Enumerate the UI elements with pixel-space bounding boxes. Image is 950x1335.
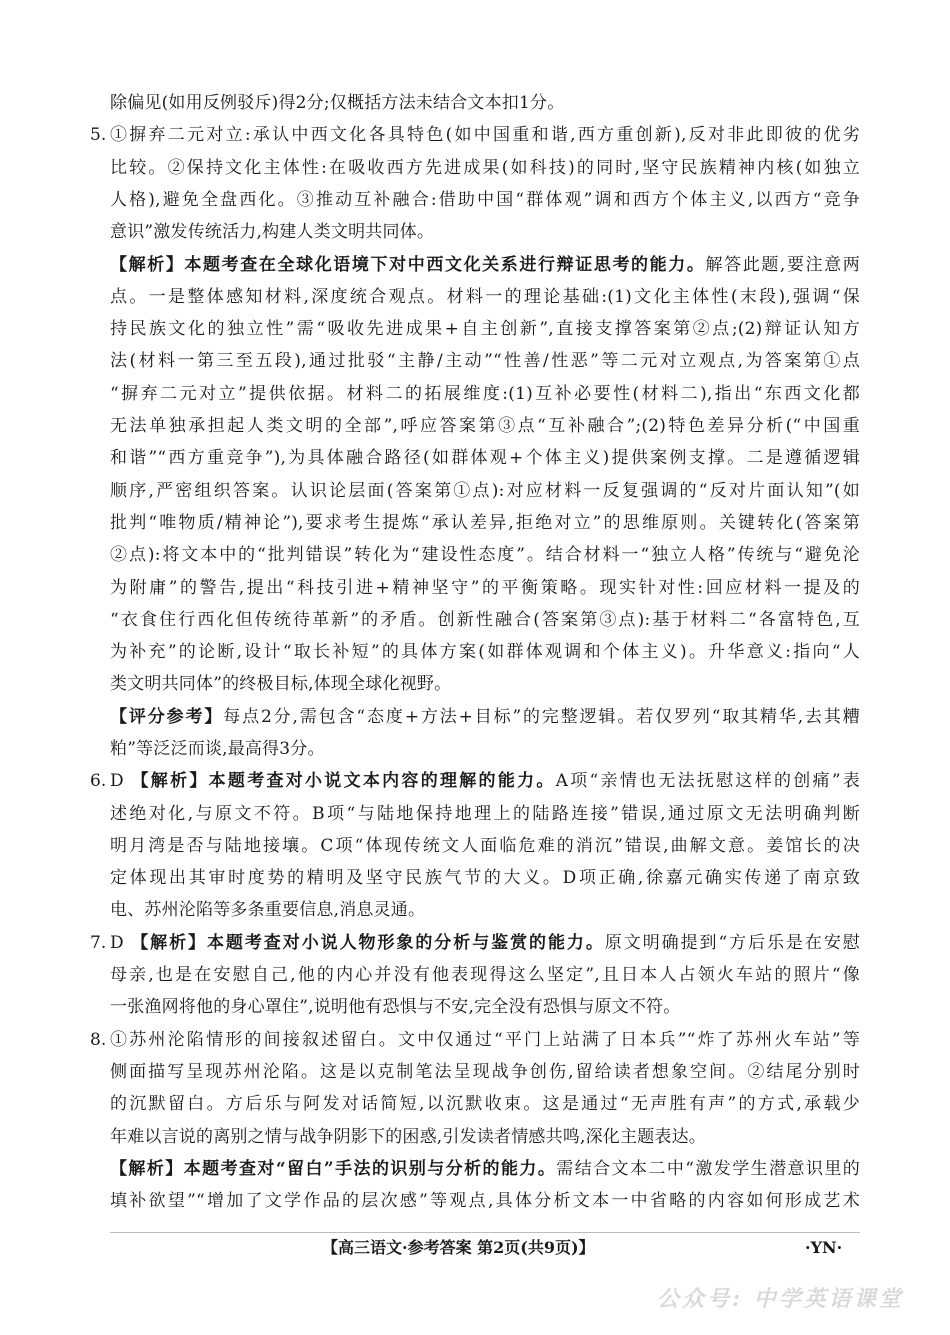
text-line bbox=[110, 1055, 860, 1089]
text-line bbox=[110, 603, 860, 637]
bold-heading-span: 【解析】本题考查对小说人物形象的分析与鉴赏的能力。 bbox=[131, 933, 605, 953]
question-number: 7. bbox=[90, 933, 107, 953]
text-span: D bbox=[110, 771, 132, 791]
text-span: 填补欲望”“增加了文学作品的层次感”等观点,具体分析文本一中省略的内容如何形成艺术 bbox=[110, 1191, 860, 1211]
footer-region-code: ·YN· bbox=[805, 1238, 843, 1257]
text-span: 法(材料一第三至五段),通过批驳“主静/主动”“性善/性恶”等二元对立观点,为答案第①点 bbox=[110, 351, 860, 371]
text-line bbox=[110, 764, 860, 798]
text-span: 除偏见(如用反例驳斥)得2分;仅概括方法未结合文本扣1分。 bbox=[110, 93, 565, 113]
text-line bbox=[110, 377, 860, 411]
text-span: 明月湾是否与陆地接壤。C项“体现传统文人面临危难的消沉”错误,曲解文意。姜馆长的决 bbox=[110, 836, 860, 856]
text-line bbox=[110, 312, 860, 346]
text-span: 每点2分,需包含“态度+方法+目标”的完整逻辑。若仅罗列“取其精华,去其糟 bbox=[223, 707, 860, 727]
text-span: 人格),避免全盘西化。③推动互补融合:借助中国“群体观”调和西方个体主义,以西方“竞争 bbox=[110, 190, 860, 210]
watermark-text: 公众号: 中学英语课堂 bbox=[657, 1286, 904, 1312]
text-line bbox=[110, 215, 860, 249]
text-line bbox=[110, 538, 860, 572]
text-line bbox=[110, 474, 860, 508]
text-span: 批判“唯物质/精神论”),要求考生提炼“承认差异,拒绝对立”的思维原则。关键转化(答案第 bbox=[110, 513, 860, 533]
text-line bbox=[110, 86, 860, 120]
bold-heading-span: 【解析】本题考查在全球化语境下对中西文化关系进行辩证思考的能力。 bbox=[110, 255, 706, 275]
text-span: ②点):将文本中的“批判错误”转化为“建设性态度”。结合材料一“独立人格”传统与“避免沦 bbox=[110, 545, 860, 565]
text-line bbox=[110, 183, 860, 217]
text-span: 的沉默留白。方后乐与阿发对话简短,以沉默收束。这是通过“无声胜有声”的方式,承载少 bbox=[110, 1094, 860, 1114]
text-line bbox=[110, 861, 860, 895]
text-line bbox=[110, 280, 860, 314]
text-span: 类文明共同体”的终极目标,体现全球化视野。 bbox=[110, 674, 452, 694]
text-line bbox=[110, 441, 860, 475]
text-span: 母亲,也是在安慰自己,他的内心并没有他表现得这么坚定”,且日本人占领火车站的照片“像 bbox=[110, 965, 860, 985]
text-span: 意识”激发传统活力,构建人类文明共同体。 bbox=[110, 222, 435, 242]
text-span: 点。一是整体感知材料,深度统合观点。材料一的理论基础:(1)文化主体性(末段),强调“保 bbox=[110, 287, 860, 307]
text-line bbox=[110, 118, 860, 152]
text-span: 年难以言说的离别之情与战争阴影下的困惑,引发读者情感共鸣,深化主题表达。 bbox=[110, 1127, 707, 1147]
text-line bbox=[110, 635, 860, 669]
text-span: 粕”等泛泛而谈,最高得3分。 bbox=[110, 739, 325, 759]
footer-divider bbox=[110, 1232, 860, 1233]
text-line bbox=[110, 248, 860, 282]
text-line bbox=[110, 1023, 860, 1057]
text-line bbox=[110, 1087, 860, 1121]
text-line bbox=[110, 344, 860, 378]
text-span: 需结合文本二中“激发学生潜意识里的 bbox=[556, 1159, 860, 1179]
text-span: 述绝对化,与原文不符。B项“与陆地保持地理上的陆路连接”错误,通过原文无法明确判断 bbox=[110, 804, 860, 824]
text-span: 为附庸”的警告,提出“科技引进+精神坚守”的平衡策略。现实针对性:回应材料一提及的 bbox=[110, 578, 860, 598]
text-span: A项“亲情也无法抚慰这样的创痛”表 bbox=[555, 771, 860, 791]
bold-heading-span: 【评分参考】 bbox=[110, 707, 224, 727]
text-span: “摒弃二元对立”提供依据。材料二的拓展维度:(1)互补必要性(材料二),指出“东西文化都 bbox=[110, 384, 860, 404]
text-line bbox=[110, 958, 860, 992]
text-span: 和谐”“西方重竞争”),为具体融合路径(如群体观+个体主义)提供案例支撑。二是遵循逻辑 bbox=[110, 448, 860, 468]
text-line bbox=[110, 667, 860, 701]
text-span: 为补充”的论断,设计“取长补短”的具体方案(如群体观调和个体主义)。升华意义:指向“人 bbox=[110, 642, 860, 662]
text-line bbox=[110, 1152, 860, 1186]
text-span: 比较。②保持文化主体性:在吸收西方先进成果(如科技)的同时,坚守民族精神内核(如独立 bbox=[110, 158, 860, 178]
text-line bbox=[110, 571, 860, 605]
text-line bbox=[110, 409, 860, 443]
text-line bbox=[110, 797, 860, 831]
text-line bbox=[110, 926, 860, 960]
question-number: 5. bbox=[90, 125, 107, 145]
text-span: 持民族文化的独立性”需“吸收先进成果+自主创新”,直接支撑答案第②点;(2)辩证认知方 bbox=[110, 319, 860, 339]
text-span: 定体现出其审时度势的精明及坚守民族气节的大义。D项正确,徐嘉元确实传递了南京致 bbox=[110, 868, 860, 888]
text-span: 原文明确提到“方后乐是在安慰 bbox=[604, 933, 860, 953]
text-span: “衣食住行西化但传统待革新”的矛盾。创新性融合(答案第③点):基于材料二“各富特色,互 bbox=[110, 610, 860, 630]
text-span: 解答此题,要注意两 bbox=[705, 255, 860, 275]
text-line bbox=[110, 732, 860, 766]
bold-heading-span: 【解析】本题考查对“留白”手法的识别与分析的能力。 bbox=[110, 1159, 557, 1179]
question-number: 8. bbox=[90, 1030, 107, 1050]
footer-page-info: 【高三语文·参考答案 第2页(共9页)】 bbox=[322, 1238, 595, 1257]
page-footer bbox=[0, 1235, 950, 1261]
text-span: ①苏州沦陷情形的间接叙述留白。文中仅通过“平门上站满了日本兵”“炸了苏州火车站”等 bbox=[110, 1030, 860, 1050]
text-line bbox=[110, 700, 860, 734]
text-line bbox=[110, 506, 860, 540]
text-line bbox=[110, 151, 860, 185]
text-span: 侧面描写呈现苏州沦陷。这是以克制笔法呈现战争创伤,留给读者想象空间。②结尾分别时 bbox=[110, 1062, 860, 1082]
text-span: D bbox=[110, 933, 132, 953]
bold-heading-span: 【解析】本题考查对小说文本内容的理解的能力。 bbox=[131, 771, 556, 791]
text-span: 顺序,严密组织答案。认识论层面(答案第①点):对应材料一反复强调的“反对片面认知”(如 bbox=[110, 481, 860, 501]
text-span: ①摒弃二元对立:承认中西文化各具特色(如中国重和谐,西方重创新),反对非此即彼的优劣 bbox=[110, 125, 860, 145]
text-span: 无法单独承担起人类文明的全部”,呼应答案第③点“互补融合”;(2)特色差异分析(“中国重 bbox=[110, 416, 860, 436]
text-line bbox=[110, 829, 860, 863]
text-line bbox=[110, 1120, 860, 1154]
text-line bbox=[110, 893, 860, 927]
question-number: 6. bbox=[90, 771, 107, 791]
text-span: 一张渔网将他的身心罩住”,说明他有恐惧与不安,完全没有恐惧与原文不符。 bbox=[110, 997, 681, 1017]
text-line bbox=[110, 1184, 860, 1218]
text-span: 电、苏州沦陷等多条重要信息,消息灵通。 bbox=[110, 900, 426, 920]
text-line bbox=[110, 990, 860, 1024]
